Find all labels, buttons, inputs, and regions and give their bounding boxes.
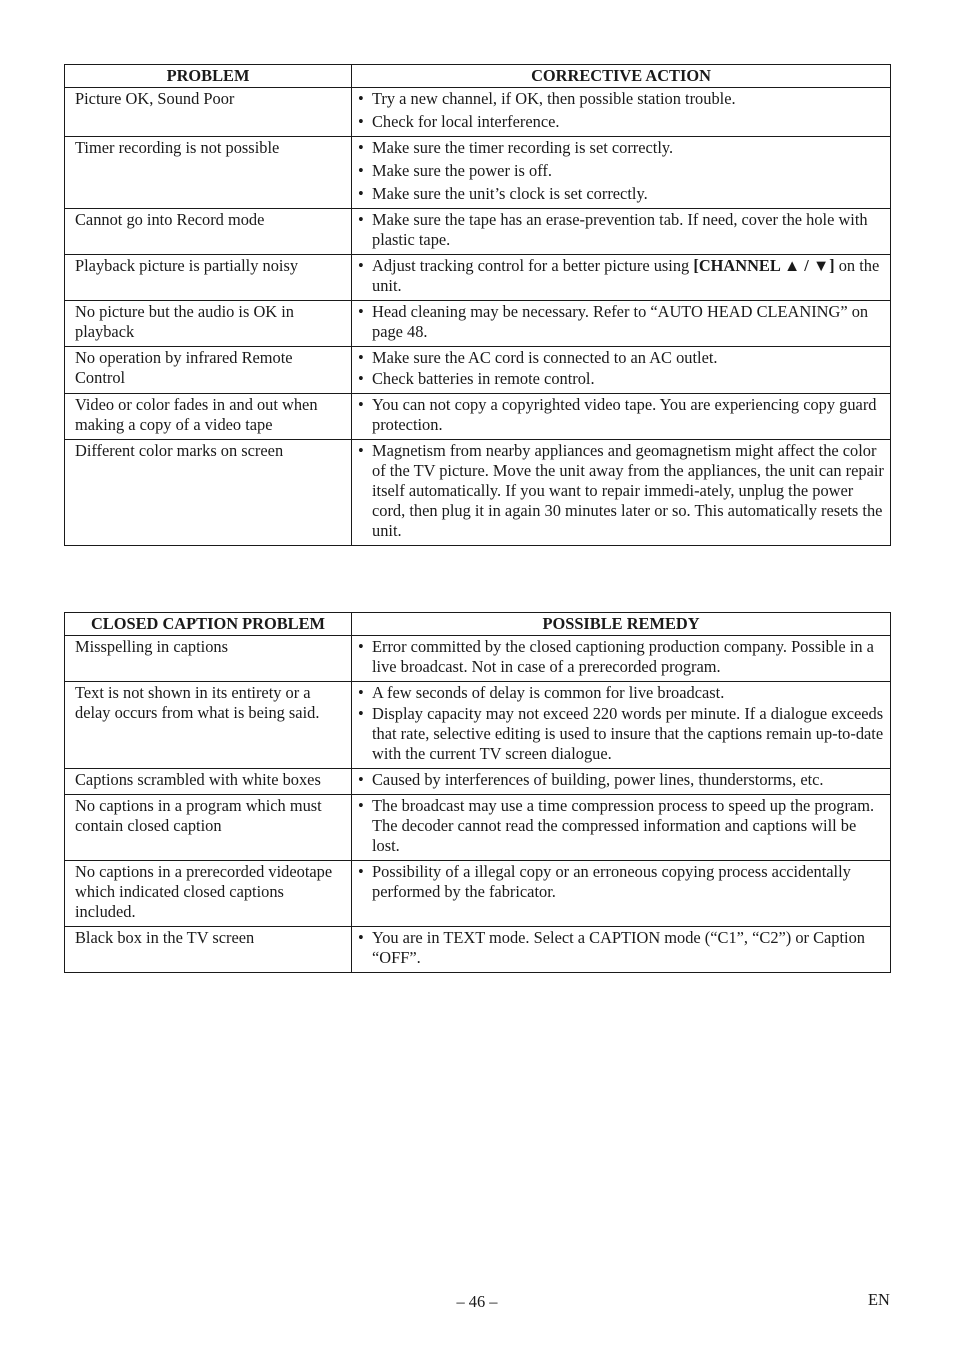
problem-cell: Video or color fades in and out when making a copy of a video tape <box>65 394 352 440</box>
table-row <box>65 795 891 861</box>
problem-cell: No captions in a program which must contain closed caption <box>65 795 352 861</box>
column-header: POSSIBLE REMEDY <box>352 613 891 636</box>
table-row <box>65 440 891 546</box>
remedy-cell <box>352 927 891 973</box>
table-row <box>65 209 891 255</box>
problem-cell: Timer recording is not possible <box>65 137 352 209</box>
action-item: • Make sure the timer recording is set correctly. <box>358 138 888 158</box>
remedy-item: • A few seconds of delay is common for live broadcast. <box>358 683 888 703</box>
action-item: • Make sure the unit’s clock is set correctly. <box>358 184 888 204</box>
action-item: • Make sure the AC cord is connected to an AC outlet. <box>358 348 888 368</box>
table-row <box>65 88 891 137</box>
action-item <box>358 256 888 296</box>
table-row <box>65 301 891 347</box>
action-item: • Make sure the power is off. <box>358 161 888 181</box>
problem-cell: Black box in the TV screen <box>65 927 352 973</box>
remedy-item: • Caused by interferences of building, power lines, thunderstorms, etc. <box>358 770 888 790</box>
table-row <box>65 255 891 301</box>
problem-cell: Misspelling in captions <box>65 636 352 682</box>
problem-cell: No operation by infrared Remote Control <box>65 347 352 394</box>
remedy-item: • Possibility of a illegal copy or an erroneous copying process accidentally performed by the fabricator. <box>358 862 888 902</box>
remedy-cell <box>352 861 891 927</box>
channel-button-label: [CHANNEL ▲ / ▼] <box>693 256 835 275</box>
table-row <box>65 769 891 795</box>
closed-caption-table <box>64 612 891 973</box>
table-row <box>65 861 891 927</box>
action-cell <box>352 137 891 209</box>
problem-cell: Playback picture is partially noisy <box>65 255 352 301</box>
problem-cell: No picture but the audio is OK in playback <box>65 301 352 347</box>
action-cell <box>352 209 891 255</box>
action-cell <box>352 394 891 440</box>
action-text: Adjust tracking control for a better picture using <box>372 256 694 275</box>
column-header: CLOSED CAPTION PROBLEM <box>65 613 352 636</box>
table-row <box>65 347 891 394</box>
column-header: CORRECTIVE ACTION <box>352 65 891 88</box>
page-number: – 46 – <box>456 1292 498 1311</box>
troubleshooting-table <box>64 64 891 546</box>
remedy-cell <box>352 636 891 682</box>
table-row <box>65 682 891 769</box>
action-cell <box>352 301 891 347</box>
table-row <box>65 927 891 973</box>
problem-cell: Text is not shown in its entirety or a delay occurs from what is being said. <box>65 682 352 769</box>
action-item: • Try a new channel, if OK, then possible station trouble. <box>358 89 888 109</box>
action-cell <box>352 88 891 137</box>
remedy-cell <box>352 682 891 769</box>
remedy-cell <box>352 769 891 795</box>
remedy-item: • The broadcast may use a time compression process to speed up the program. The decoder cannot read the compressed information and captions will be lost. <box>358 796 888 856</box>
action-item: • Check batteries in remote control. <box>358 369 888 389</box>
table-row <box>65 636 891 682</box>
action-item: • Magnetism from nearby appliances and geomagnetism might affect the color of the TV picture. Move the unit away from the appliances, the unit can repair itself automatically. If you want to repair immedi-ately, unplug the power cord, then plug it in again 30 minutes later or so. This automatically resets the unit. <box>358 441 888 541</box>
action-item: • Check for local interference. <box>358 112 888 132</box>
table-header-row <box>65 65 891 88</box>
action-item: • Head cleaning may be necessary. Refer to “AUTO HEAD CLEANING” on page 48. <box>358 302 888 342</box>
table-row <box>65 137 891 209</box>
table-header-row <box>65 613 891 636</box>
action-text: on the unit. <box>372 256 880 295</box>
remedy-item: • Display capacity may not exceed 220 words per minute. If a dialogue exceeds that rate, selective editing is used to insure that the captions remain up-to-date with the current TV screen dialogue. <box>358 704 888 764</box>
action-item: • You can not copy a copyrighted video tape. You are experiencing copy guard protection. <box>358 395 888 435</box>
remedy-item: • You are in TEXT mode. Select a CAPTION mode (“C1”, “C2”) or Caption “OFF”. <box>358 928 888 968</box>
problem-cell: No captions in a prerecorded videotape which indicated closed captions included. <box>65 861 352 927</box>
action-cell <box>352 255 891 301</box>
remedy-item: • Error committed by the closed captioning production company. Possible in a live broadcast. Not in case of a prerecorded program. <box>358 637 888 677</box>
action-cell <box>352 440 891 546</box>
remedy-cell <box>352 795 891 861</box>
action-cell <box>352 347 891 394</box>
table-row <box>65 394 891 440</box>
problem-cell: Different color marks on screen <box>65 440 352 546</box>
problem-cell: Picture OK, Sound Poor <box>65 88 352 137</box>
column-header: PROBLEM <box>65 65 352 88</box>
action-item: • Make sure the tape has an erase-prevention tab. If need, cover the hole with plastic tape. <box>358 210 888 250</box>
problem-cell: Captions scrambled with white boxes <box>65 769 352 795</box>
language-code: EN <box>868 1290 890 1309</box>
problem-cell: Cannot go into Record mode <box>65 209 352 255</box>
